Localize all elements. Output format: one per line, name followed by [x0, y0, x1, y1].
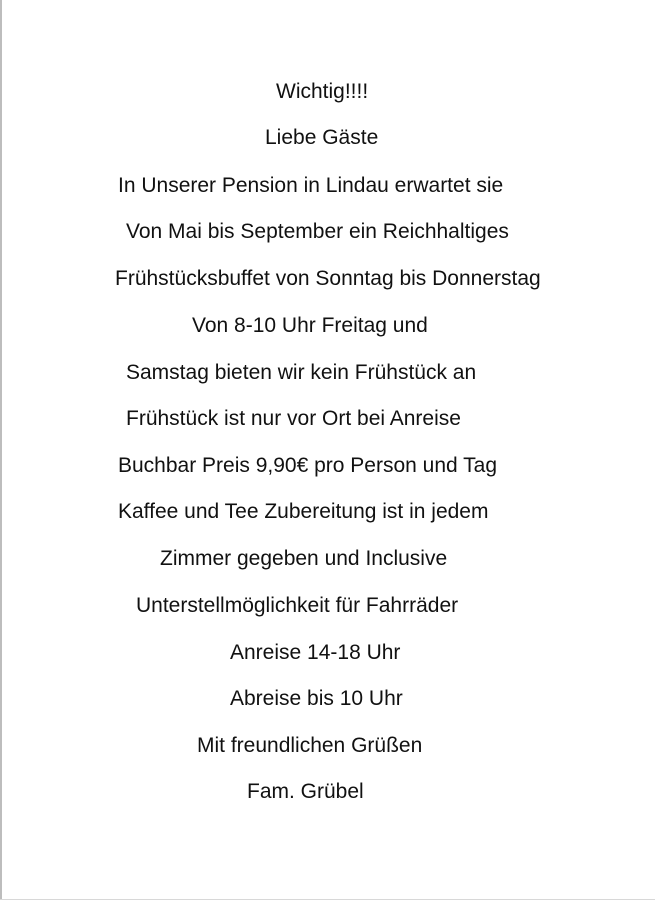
notice-closing: Mit freundlichen Grüßen	[197, 734, 423, 757]
notice-body-line: Frühstücksbuffet von Sonntag bis Donnerstag	[115, 267, 541, 290]
notice-body-line: Buchbar Preis 9,90€ pro Person und Tag	[118, 454, 498, 477]
notice-signature: Fam. Grübel	[247, 780, 364, 803]
notice-body-line: Von 8-10 Uhr Freitag und	[192, 314, 428, 337]
notice-body-line: Von Mai bis September ein Reichhaltiges	[126, 220, 509, 243]
notice-heading: Wichtig!!!!	[276, 80, 369, 103]
scan-edge-left	[0, 0, 2, 900]
notice-body-line: Zimmer gegeben und Inclusive	[160, 547, 448, 570]
notice-body-line: Samstag bieten wir kein Frühstück an	[126, 361, 477, 384]
notice-body-line: Kaffee und Tee Zubereitung ist in jedem	[118, 500, 489, 523]
notice-body-line: Unterstellmöglichkeit für Fahrräder	[136, 594, 459, 617]
notice-body-line: Anreise 14-18 Uhr	[230, 641, 401, 664]
notice-body-line: In Unserer Pension in Lindau erwartet sie	[118, 174, 504, 197]
notice-greeting: Liebe Gäste	[265, 126, 379, 149]
notice-body-line: Frühstück ist nur vor Ort bei Anreise	[126, 407, 461, 430]
notice-body-line: Abreise bis 10 Uhr	[230, 687, 403, 710]
